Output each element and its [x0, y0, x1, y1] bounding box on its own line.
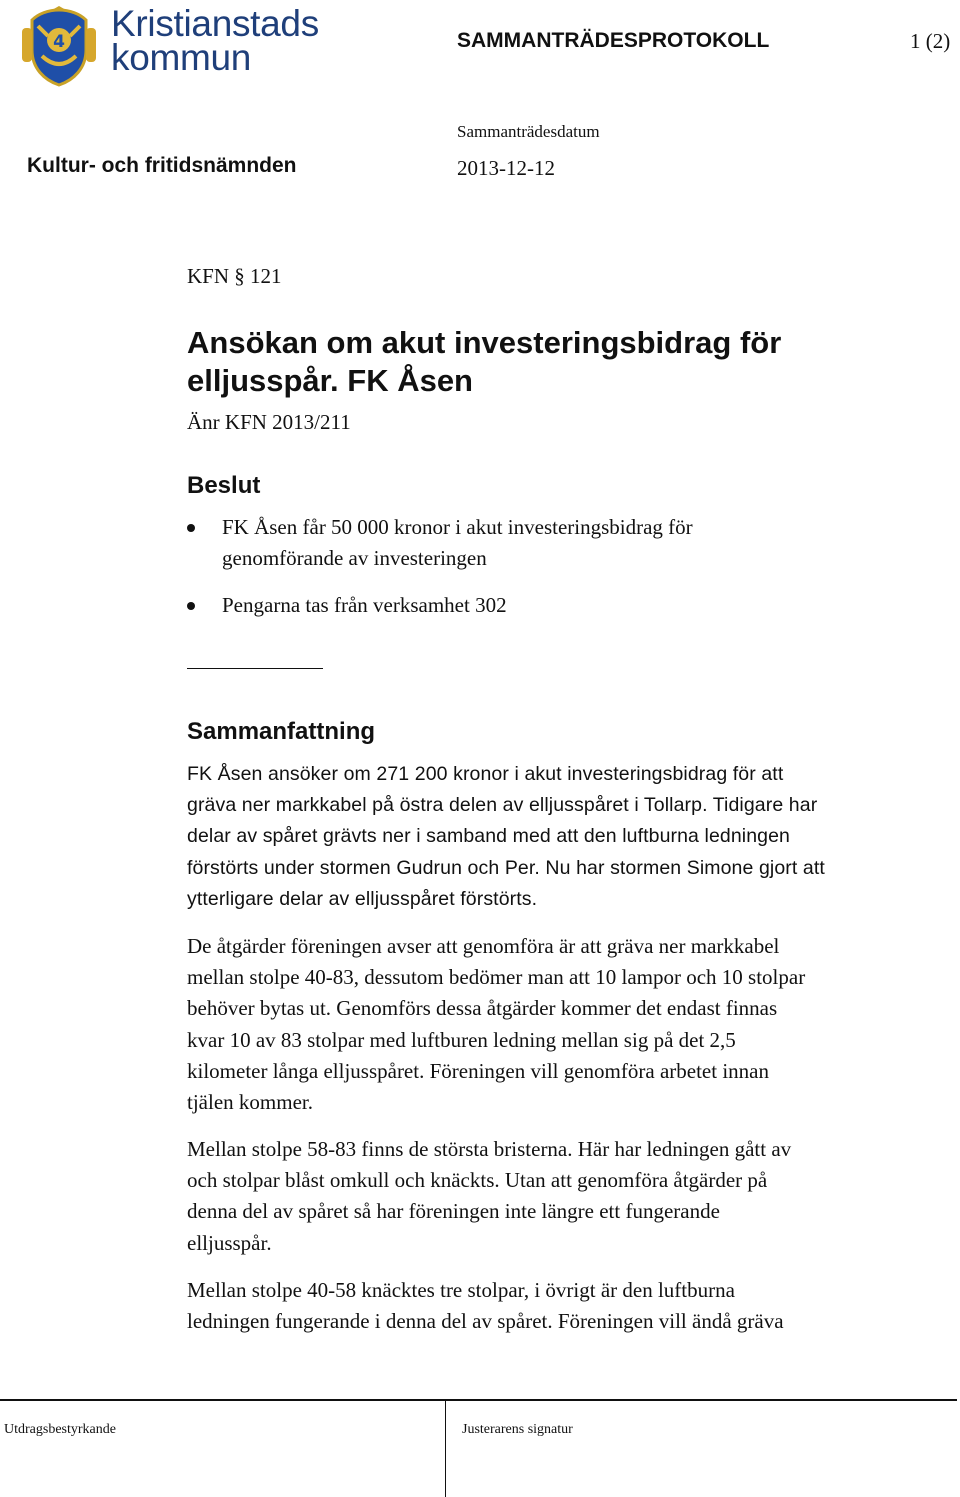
text-line: elljusspår. [187, 1230, 272, 1255]
summary-paragraph-1 [187, 759, 917, 915]
text-line: kvar 10 av 83 stolpar med luftburen ledning mellan sig på det 2,5 [187, 1027, 736, 1052]
text-line: ytterligare delar av elljusspåret förstörts. [187, 887, 538, 910]
summary-paragraph-3 [187, 1134, 917, 1259]
summary-paragraph-4 [187, 1275, 917, 1337]
meeting-date-label: Sammanträdesdatum [457, 122, 600, 141]
text-line: kilometer långa elljusspåret. Föreningen vill genomföra arbetet innan [187, 1058, 769, 1083]
text-line: Mellan stolpe 40-58 knäcktes tre stolpar, i övrigt är den luftburna [187, 1278, 735, 1302]
footer-column-divider [445, 1399, 446, 1497]
text-line: gräva ner markkabel på östra delen av elljusspåret i Tollarp. Tidigare har [187, 794, 818, 817]
text-line: Mellan stolpe 58-83 finns de största bristerna. Här har ledningen gått av [187, 1137, 792, 1161]
text-line: delar av spåret grävts ner i samband med att den luftburna ledningen [187, 825, 790, 848]
text-line: mellan stolpe 40-83, dessutom bedömer man att 10 lampor och 10 stolpar [187, 965, 806, 990]
organization-name: Kristianstads [111, 3, 319, 44]
extract-certification-label: Utdragsbestyrkande [4, 1422, 116, 1437]
committee-name: Kultur- och fritidsnämnden [27, 154, 297, 177]
page-number: 1 (2) [910, 29, 951, 53]
section-title-line-2: elljusspår. FK Åsen [187, 363, 473, 398]
decision-item-1-line-1: FK Åsen får 50 000 kronor i akut investeringsbidrag för [222, 515, 693, 539]
document-type: SAMMANTRÄDESPROTOKOLL [457, 29, 770, 52]
adjuster-signature-label: Justerarens signatur [462, 1422, 573, 1437]
bullet-icon [187, 602, 195, 610]
text-line: De åtgärder föreningen avser att genomföra är att gräva ner markkabel [187, 934, 780, 958]
decision-heading: Beslut [187, 472, 261, 499]
divider [187, 668, 323, 669]
text-line: behöver bytas ut. Genomförs dessa åtgärder kommer det endast finnas [187, 996, 778, 1021]
summary-heading: Sammanfattning [187, 718, 376, 745]
case-number: Änr KFN 2013/211 [187, 410, 351, 434]
organization-name-line-2: kommun [111, 37, 252, 78]
decision-item-2: Pengarna tas från verksamhet 302 [222, 593, 507, 617]
text-line: förstörts under stormen Gudrun och Per. Nu har stormen Simone gjort att [187, 856, 825, 879]
decision-item-1-line-2: genomförande av investeringen [222, 546, 487, 570]
footer-divider [0, 1399, 957, 1401]
section-title: Ansökan om akut investeringsbidrag för [187, 325, 782, 360]
text-line: FK Åsen ansöker om 271 200 kronor i akut investeringsbidrag för att [187, 763, 784, 785]
text-line: tjälen kommer. [187, 1090, 313, 1115]
paragraph-number: KFN § 121 [187, 264, 282, 288]
text-line: och stolpar blåst omkull och knäckts. Utan att genomföra åtgärder på [187, 1168, 768, 1193]
svg-text:4: 4 [53, 32, 65, 52]
text-line: denna del av spåret så har föreningen inte längre ett fungerande [187, 1199, 720, 1224]
bullet-icon [187, 524, 195, 532]
meeting-date: 2013-12-12 [457, 156, 555, 180]
summary-paragraph-2 [187, 931, 917, 1118]
text-line: ledningen fungerande i denna del av spåret. Föreningen vill ändå gräva [187, 1309, 784, 1334]
coat-of-arms-logo-icon [18, 6, 100, 88]
